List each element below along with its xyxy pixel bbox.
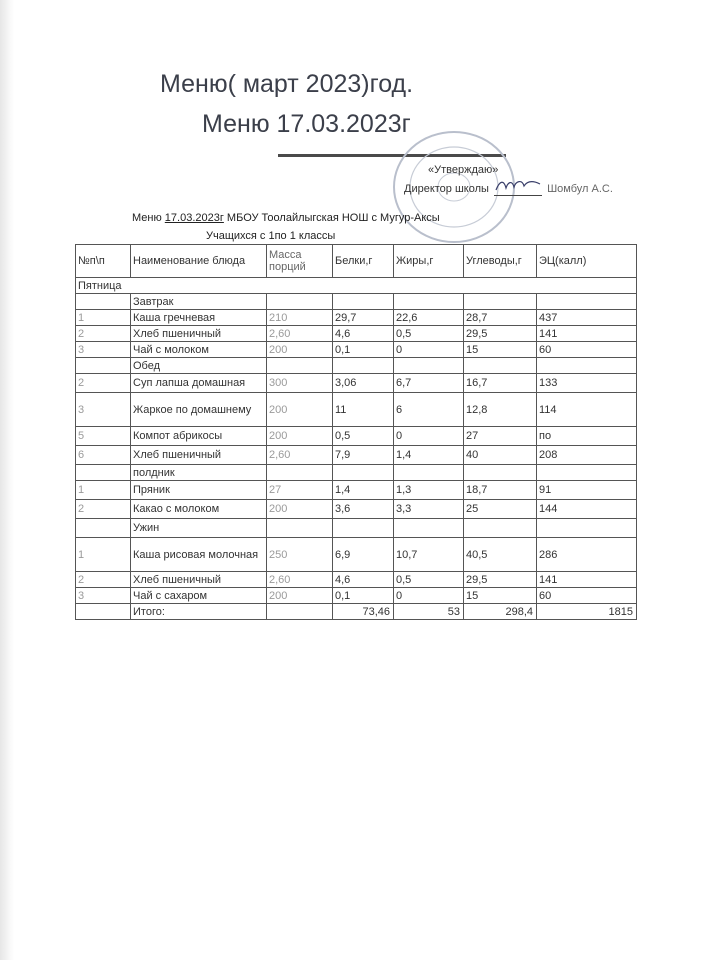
approval-label: «Утверждаю» <box>428 164 499 176</box>
cell-mass: 2,60 <box>267 572 333 588</box>
cell-mass: 210 <box>267 310 333 326</box>
cell-number: 1 <box>76 538 131 572</box>
cell-protein: 7,9 <box>333 446 394 465</box>
director-label: Директор школы <box>404 183 489 195</box>
col-header-protein: Белки,г <box>333 245 394 278</box>
meal-header-row <box>76 294 637 310</box>
cell-mass: 200 <box>267 427 333 446</box>
col-header-kcal: ЭЦ(калл) <box>537 245 637 278</box>
cell-dish: Какао с молоком <box>131 500 267 519</box>
col-header-fat: Жиры,г <box>394 245 464 278</box>
cell-protein: 0,1 <box>333 588 394 604</box>
cell-number: 5 <box>76 427 131 446</box>
col-header-carbs: Углеводы,г <box>464 245 537 278</box>
cell-kcal: 208 <box>537 446 637 465</box>
cell-protein: 11 <box>333 393 394 427</box>
cell-kcal: 144 <box>537 500 637 519</box>
meal-name: Завтрак <box>131 294 267 310</box>
table-row <box>76 481 637 500</box>
cell-fat: 3,3 <box>394 500 464 519</box>
cell-carbs: 40 <box>464 446 537 465</box>
cell-carbs: 15 <box>464 588 537 604</box>
cell-mass: 27 <box>267 481 333 500</box>
cell-number: 1 <box>76 481 131 500</box>
menu-prefix: Меню <box>132 212 165 224</box>
cell-mass: 200 <box>267 393 333 427</box>
cell-carbs: 28,7 <box>464 310 537 326</box>
meal-name: Ужин <box>131 519 267 538</box>
cell-kcal: 141 <box>537 326 637 342</box>
cell-protein: 29,7 <box>333 310 394 326</box>
cell-mass: 300 <box>267 374 333 393</box>
table-row <box>76 326 637 342</box>
cell-number: 2 <box>76 374 131 393</box>
cell-protein: 0,5 <box>333 427 394 446</box>
cell-protein: 4,6 <box>333 572 394 588</box>
meal-header-row <box>76 465 637 481</box>
meal-name: Обед <box>131 358 267 374</box>
title-line-1: Меню( март 2023)год. <box>160 70 414 98</box>
cell-dish: Хлеб пшеничный <box>131 326 267 342</box>
total-carbs: 298,4 <box>464 604 537 620</box>
cell-protein: 3,06 <box>333 374 394 393</box>
cell-protein: 1,4 <box>333 481 394 500</box>
cell-kcal: 141 <box>537 572 637 588</box>
cell-fat: 1,4 <box>394 446 464 465</box>
cell-dish: Компот абрикосы <box>131 427 267 446</box>
cell-carbs: 12,8 <box>464 393 537 427</box>
cell-kcal: 60 <box>537 588 637 604</box>
col-header-mass: Масса порций <box>267 245 333 278</box>
meal-header-row <box>76 358 637 374</box>
director-name: Шомбул А.С. <box>547 183 613 195</box>
cell-dish: Хлеб пшеничный <box>131 572 267 588</box>
total-fat: 53 <box>394 604 464 620</box>
cell-number: 2 <box>76 572 131 588</box>
cell-carbs: 27 <box>464 427 537 446</box>
table-row <box>76 342 637 358</box>
cell-fat: 0 <box>394 342 464 358</box>
cell-protein: 6,9 <box>333 538 394 572</box>
table-row <box>76 427 637 446</box>
col-header-dish: Наименование блюда <box>131 245 267 278</box>
table-row <box>76 538 637 572</box>
cell-number: 3 <box>76 588 131 604</box>
cell-mass: 250 <box>267 538 333 572</box>
cell-protein: 4,6 <box>333 326 394 342</box>
cell-kcal: 437 <box>537 310 637 326</box>
cell-fat: 6 <box>394 393 464 427</box>
cell-carbs: 29,5 <box>464 572 537 588</box>
cell-dish: Хлеб пшеничный <box>131 446 267 465</box>
cell-mass: 2,60 <box>267 446 333 465</box>
cell-dish: Чай с молоком <box>131 342 267 358</box>
cell-fat: 0,5 <box>394 326 464 342</box>
total-row <box>76 604 637 620</box>
students-range: Учащихся с 1по 1 классы <box>206 230 336 242</box>
total-kcal: 1815 <box>537 604 637 620</box>
cell-carbs: 18,7 <box>464 481 537 500</box>
cell-protein: 3,6 <box>333 500 394 519</box>
table-row <box>76 500 637 519</box>
cell-number: 6 <box>76 446 131 465</box>
cell-number: 2 <box>76 500 131 519</box>
school-name: МБОУ Тоолайлыгская НОШ с Мугур-Аксы <box>223 212 440 224</box>
menu-description <box>132 212 440 224</box>
cell-mass: 200 <box>267 342 333 358</box>
cell-fat: 0,5 <box>394 572 464 588</box>
title-line-2: Меню 17.03.2023г <box>202 110 411 138</box>
cell-fat: 1,3 <box>394 481 464 500</box>
cell-kcal: по <box>537 427 637 446</box>
cell-kcal: 133 <box>537 374 637 393</box>
cell-kcal: 91 <box>537 481 637 500</box>
director-signature-line <box>404 178 613 196</box>
cell-dish: Каша гречневая <box>131 310 267 326</box>
cell-number: 3 <box>76 342 131 358</box>
cell-mass: 200 <box>267 500 333 519</box>
cell-mass: 2,60 <box>267 326 333 342</box>
cell-fat: 0 <box>394 588 464 604</box>
cell-kcal: 114 <box>537 393 637 427</box>
menu-date: 17.03.2023г <box>164 212 224 224</box>
table-row <box>76 588 637 604</box>
meal-name: полдник <box>131 465 267 481</box>
cell-dish: Жаркое по домашнему <box>131 393 267 427</box>
day-label: Пятница <box>76 278 267 294</box>
cell-carbs: 15 <box>464 342 537 358</box>
cell-carbs: 25 <box>464 500 537 519</box>
cell-protein: 0,1 <box>333 342 394 358</box>
cell-fat: 10,7 <box>394 538 464 572</box>
cell-carbs: 40,5 <box>464 538 537 572</box>
table-header-row <box>76 245 637 278</box>
cell-carbs: 29,5 <box>464 326 537 342</box>
table-row <box>76 572 637 588</box>
cell-dish: Чай с сахаром <box>131 588 267 604</box>
table-row <box>76 393 637 427</box>
cell-kcal: 286 <box>537 538 637 572</box>
cell-fat: 0 <box>394 427 464 446</box>
cell-fat: 22,6 <box>394 310 464 326</box>
cell-number: 1 <box>76 310 131 326</box>
table-row <box>76 310 637 326</box>
cell-number: 2 <box>76 326 131 342</box>
table-row <box>76 374 637 393</box>
cell-dish: Суп лапша домашная <box>131 374 267 393</box>
total-protein: 73,46 <box>333 604 394 620</box>
signature-mark <box>494 178 542 196</box>
cell-dish: Пряник <box>131 481 267 500</box>
cell-number: 3 <box>76 393 131 427</box>
cell-carbs: 16,7 <box>464 374 537 393</box>
menu-table <box>75 244 637 620</box>
scan-edge <box>0 0 14 960</box>
cell-mass: 200 <box>267 588 333 604</box>
meal-header-row <box>76 519 637 538</box>
total-label: Итого: <box>131 604 267 620</box>
day-row <box>76 278 637 294</box>
table-row <box>76 446 637 465</box>
col-header-number: №п\п <box>76 245 131 278</box>
cell-fat: 6,7 <box>394 374 464 393</box>
cell-dish: Каша рисовая молочная <box>131 538 267 572</box>
cell-kcal: 60 <box>537 342 637 358</box>
